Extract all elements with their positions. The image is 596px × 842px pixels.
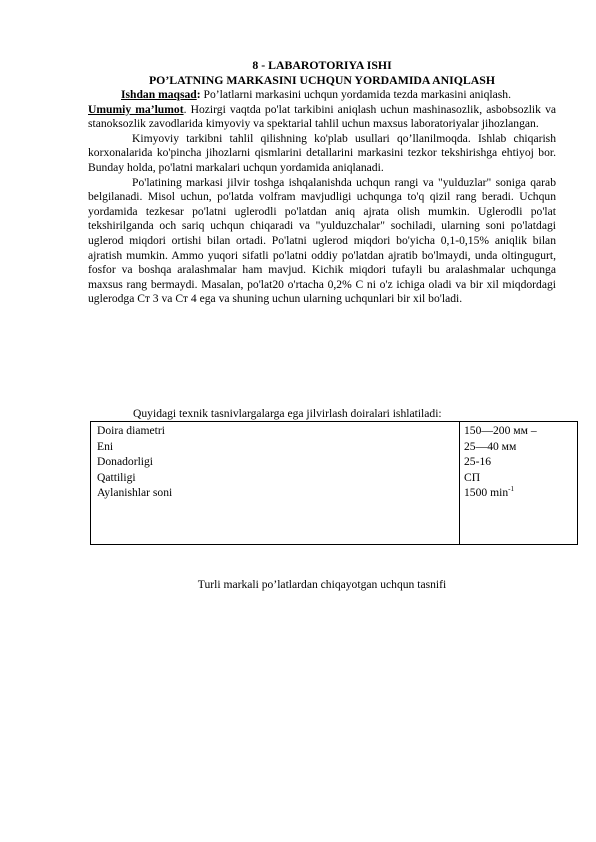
- document-body: [88, 58, 556, 307]
- spec-label: Qattiligi: [97, 470, 136, 484]
- spec-value-superscript: -1: [508, 485, 514, 494]
- specs-value-column: [460, 422, 577, 544]
- general-label: Umumiy ma’lumot: [88, 102, 184, 116]
- spec-label: Donadorligi: [97, 455, 154, 469]
- lab-subtitle: PO’LATNING MARKASINI UCHQUN YORDAMIDA ANIQLASH: [148, 73, 496, 87]
- spec-label: Eni: [97, 439, 114, 453]
- aim-label: Ishdan maqsad: [121, 88, 197, 101]
- paragraph-3: Po'latining markasi jilvir toshga ishqalanishda uchqun rangi va "yulduzlar" soniga qarab belgilanadi. Misol uchun, po'latda volfram mavjudligi uchqunga to'q qizil rang beradi. Uchqun yordamida tezkesar po'latni uglerodli po'latdan aniq ajrata olish mumkin. Uglerodli po'lat tekshirilganda och sariq uchqun chiqaradi va "yulduzchalar" sochiladi, ularning soni po'latdagi uglerod miqdori ortishi bilan ortadi. Po'latni uglerod miqdori bo'yicha 0,1-0,15% aniqlik bilan ajratish mumkin. Ammo yuqori sifatli po'latni oddiy po'latdan ajratib bo'lmaydi, unda oltingugurt, fosfor va boshqa aralashmalar ham mavjud. Kichik miqdori tufayli bu aralashmalar uchqunga maxsus rang bermaydi. Masalan, po'lat20 o'rtacha 0,2% C ni o'z ichiga oladi va bir xil miqdordagi uglerodga Ст 3 va Ст 4 ega va shuning uchun ularning uchqunlari bir xil bo'ladi.: [88, 175, 556, 306]
- figure-caption: Turli markali po’latlardan chiqayotgan uchqun tasnifi: [197, 578, 447, 591]
- table-intro: Quyidagi texnik tasnivlargalarga ega jilvirlash doiralari ishlatiladi:: [133, 407, 442, 420]
- general-paragraph: [88, 103, 556, 132]
- aim-colon: :: [196, 88, 201, 101]
- spec-label: Aylanishlar soni: [97, 486, 173, 500]
- spec-value: 1500 min: [464, 486, 509, 500]
- lab-title: 8 - LABAROTORIYA ISHI: [252, 58, 392, 72]
- spec-value: 150—200 мм –: [464, 424, 537, 437]
- specs-table: [90, 421, 578, 545]
- spec-value-row: [464, 485, 577, 501]
- aim-paragraph: [88, 88, 556, 103]
- paragraph-2: Kimyoviy tarkibni tahlil qilishning ko'plab usullari qo’llanilmoqda. Ishlab chiqarish korxonalarida ko'pincha jihozlarni qismlarini detallarini markasini tezkor tekshirishga ehtiyoj bor. Bunday holda, po'latni markalari uchqun yordamida aniqlanadi.: [88, 131, 556, 174]
- specs-label-column: [91, 422, 460, 544]
- aim-text: Po’latlarni markasini uchqun yordamida tezda markasini aniqlash.: [200, 88, 511, 101]
- spec-value: СП: [464, 470, 481, 484]
- general-text: . Hozirgi vaqtda po'lat tarkibini aniqlash uchun mashinasozlik, asbobsozlik va stanoksozlik zavodlarida kimyoviy va spektarial tahlil uchun maxsus laboratoriyalar jihozlangan.: [88, 102, 557, 131]
- spec-value: 25-16: [464, 455, 492, 469]
- spec-value: 25—40 мм: [464, 439, 517, 453]
- spec-label: Doira diametri: [97, 424, 165, 437]
